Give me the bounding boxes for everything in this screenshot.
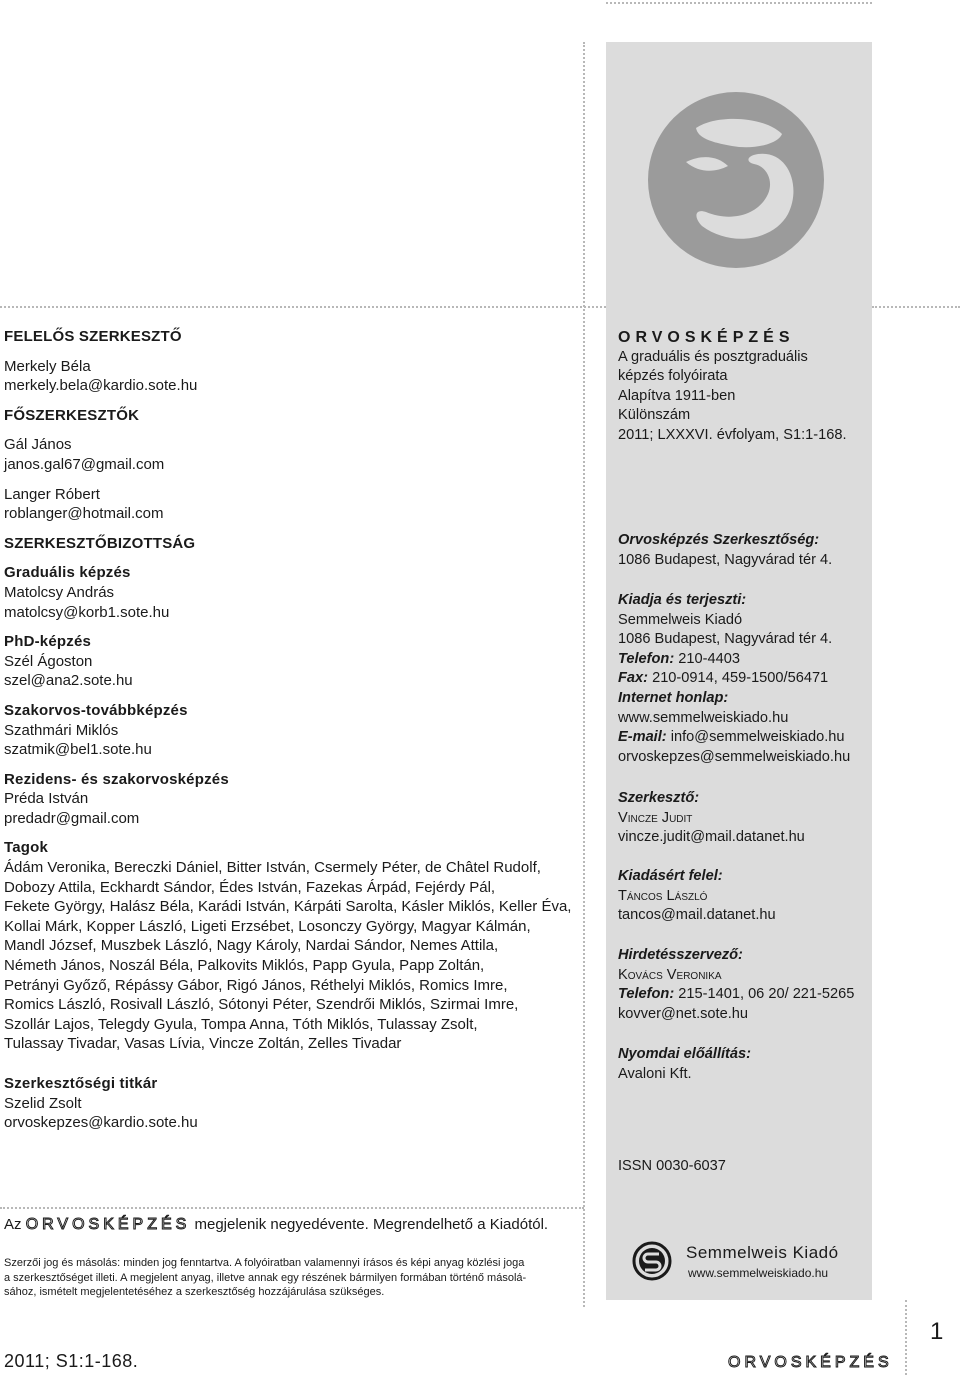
printing-label: Nyomdai előállítás: <box>618 1046 752 1062</box>
editorial-office <box>618 531 868 570</box>
fax-label: Fax: <box>618 670 649 687</box>
publishing-responsible-name: Táncos László <box>618 887 708 904</box>
members-line: Dobozy Attila, Eckhardt Sándor, Édes István, Fazekas Árpád, Fejérdy Pál, <box>4 878 496 896</box>
advertising-phone-value: 215-1401, 06 20/ 221-5265 <box>678 986 855 1003</box>
secretary-heading: Szerkesztőségi titkár <box>4 1075 158 1092</box>
members-line: Romics László, Rosivall László, Sótonyi Péter, Szendrői Miklós, Szirmai Imre, <box>4 996 519 1014</box>
masthead-desc: Alapítva 1911-ben <box>618 387 736 404</box>
publisher-label: Kiadja és terjeszti: <box>618 592 747 608</box>
members-line: Tulassay Tivadar, Vasas Lívia, Vincze Zoltán, Zelles Tivadar <box>4 1035 402 1053</box>
masthead-desc: képzés folyóirata <box>618 368 728 385</box>
advertising-email[interactable]: kovver@net.sote.hu <box>618 1005 749 1022</box>
advertising-name: Kovács Veronika <box>618 966 722 983</box>
section-editor-email[interactable]: szatmik@bel1.sote.hu <box>4 741 152 759</box>
semmelweis-kiado-logo-icon <box>632 1241 672 1281</box>
section-editor-name: Matolcsy András <box>4 583 115 601</box>
section-heading-graduate: Graduális képzés <box>4 564 131 582</box>
section-editor-email[interactable]: predadr@gmail.com <box>4 809 140 827</box>
issn: ISSN 0030-6037 <box>618 1158 726 1174</box>
publisher-address: 1086 Budapest, Nagyvárad tér 4. <box>618 631 833 648</box>
copyright-line: Szerzői jog és másolás: minden jog fenntartva. A folyóiratban valamennyi írásos és képi anyag közlési joga <box>4 1257 525 1269</box>
masthead-volume: 2011; LXXXVI. évfolyam, S1:1-168. <box>618 426 847 443</box>
top-dotted-rule <box>606 2 872 4</box>
publisher-fax <box>618 669 868 689</box>
section-editor-name: Szél Ágoston <box>4 652 93 670</box>
copyright-line: sához, ismételt megjelentetéséhez a szerkesztőség hozzájárulása szükséges. <box>4 1286 385 1298</box>
publishing-responsible-email[interactable]: tancos@mail.datanet.hu <box>618 907 776 924</box>
printing-name: Avaloni Kft. <box>618 1065 692 1082</box>
section-editor-name: Préda István <box>4 790 89 808</box>
notice-prefix: Az <box>4 1216 22 1233</box>
editorial-board-heading: SZERKESZTŐBIZOTTSÁG <box>4 534 196 552</box>
editorial-office-label: Orvosképzés Szerkesztőség: <box>618 532 820 548</box>
secretary-email[interactable]: orvoskepzes@kardio.sote.hu <box>4 1114 198 1132</box>
publisher-email <box>618 728 868 748</box>
copyright-notice <box>4 1256 584 1300</box>
website-link[interactable]: www.semmelweiskiado.hu <box>618 709 789 726</box>
members-line: Németh János, Noszál Béla, Palkovits Miklós, Papp Gyula, Papp Zoltán, <box>4 957 485 975</box>
publishing-responsible-label: Kiadásért felel: <box>618 868 723 884</box>
notice-brand: ORVOSKÉPZÉS <box>25 1216 191 1233</box>
editor-name: Vincze Judit <box>618 809 693 826</box>
members-line: Ádám Veronika, Bereczki Dániel, Bitter István, Csermely Péter, de Châtel Rudolf, <box>4 859 541 877</box>
section-heading-resident: Rezidens- és szakorvosképzés <box>4 770 229 788</box>
fax-value: 210-0914, 459-1500/56471 <box>652 670 829 687</box>
notice-text: megjelenik negyedévente. Megrendelhető a Kiadótól. <box>194 1216 549 1233</box>
website-label: Internet honlap: <box>618 689 729 706</box>
editor-info <box>618 789 868 848</box>
header-dotted-rule-right <box>872 306 960 308</box>
members-line: Fekete György, Halász Béla, Karádi István, Kárpáti Sarolta, Kásler Miklós, Keller Éva, <box>4 898 572 916</box>
email-label: E-mail: <box>618 729 667 746</box>
members-heading: Tagok <box>4 839 49 857</box>
editor-in-chief-email[interactable]: roblanger@hotmail.com <box>4 505 164 523</box>
section-heading-specialist: Szakorvos-továbbképzés <box>4 701 188 719</box>
editorial-board <box>4 327 574 1133</box>
header-dotted-rule <box>0 306 606 308</box>
responsible-editor-name: Merkely Béla <box>4 357 91 375</box>
editor-in-chief-name: Gál János <box>4 436 72 454</box>
members-line: Kollai Márk, Kopper László, Ligeti Erzsébet, Losonczy György, Magyar Kálmán, <box>4 917 531 935</box>
members-line: Szollár Lajos, Telegdy Gyula, Tompa Anna, Tóth Miklós, Tulassay Zsolt, <box>4 1015 478 1033</box>
editorial-office-address: 1086 Budapest, Nagyvárad tér 4. <box>618 551 833 568</box>
secretary-name: Szelid Zsolt <box>4 1094 82 1112</box>
footer-dotted-rule <box>905 1300 907 1375</box>
publisher-info <box>618 591 868 767</box>
section-editor-name: Szathmári Miklós <box>4 721 119 739</box>
masthead-desc: A graduális és posztgraduális <box>618 348 808 365</box>
advertising-phone-label: Telefon: <box>618 986 675 1003</box>
publishing-responsible <box>618 867 868 926</box>
copyright-line: a szerkesztőséget illeti. A megjelent anyag, illetve annak egy részének bármilyen formában történő másolá- <box>4 1271 527 1284</box>
editor-email[interactable]: vincze.judit@mail.datanet.hu <box>618 829 805 846</box>
masthead-desc: Különszám <box>618 407 691 424</box>
phone-label: Telefon: <box>618 650 675 667</box>
editor-label: Szerkesztő: <box>618 790 700 806</box>
advertising-info <box>618 946 868 1024</box>
phone-value: 210-4403 <box>678 650 740 667</box>
editors-in-chief-heading: FŐSZERKESZTŐK <box>4 406 140 424</box>
subscription-notice <box>4 1215 548 1235</box>
footer-brand: ORVOSKÉPZÉS <box>728 1354 893 1371</box>
masthead <box>618 328 868 446</box>
email-link[interactable]: info@semmelweiskiado.hu <box>670 729 845 746</box>
publisher-name: Semmelweis Kiadó <box>618 611 743 628</box>
editor-in-chief-email[interactable]: janos.gal67@gmail.com <box>4 455 165 473</box>
publisher-phone <box>618 650 868 670</box>
printing-info <box>618 1045 868 1084</box>
section-heading-phd: PhD-képzés <box>4 633 92 651</box>
members-line: Petrányi Győző, Répássy Gábor, Rigó János, Réthelyi Miklós, Romics Imre, <box>4 976 508 994</box>
advertising-phone <box>618 985 868 1005</box>
page-number: 1 <box>930 1318 944 1345</box>
responsible-editor-heading: FELELŐS SZERKESZTŐ <box>4 328 182 345</box>
advertising-label: Hirdetésszervező: <box>618 947 743 963</box>
publisher-logo-name: Semmelweis Kiadó <box>686 1243 839 1262</box>
members-list <box>4 858 574 1054</box>
notice-dotted-rule <box>0 1207 584 1209</box>
journal-logo-icon <box>646 90 826 270</box>
email-link-secondary[interactable]: orvoskepzes@semmelweiskiado.hu <box>618 748 851 765</box>
members-line: Mandl József, Muszbek László, Nagy Károly, Nardai Sándor, Nemes Attila, <box>4 937 499 955</box>
center-dotted-rule <box>583 42 585 1307</box>
issue-footer: 2011; S1:1-168. <box>4 1351 139 1371</box>
responsible-editor-email[interactable]: merkely.bela@kardio.sote.hu <box>4 377 198 395</box>
publisher-logo-url[interactable]: www.semmelweiskiado.hu <box>688 1266 829 1280</box>
editor-in-chief-name: Langer Róbert <box>4 485 100 503</box>
section-editor-email[interactable]: szel@ana2.sote.hu <box>4 672 133 690</box>
masthead-brand: ORVOSKÉPZÉS <box>618 329 795 346</box>
section-editor-email[interactable]: matolcsy@korb1.sote.hu <box>4 603 170 621</box>
